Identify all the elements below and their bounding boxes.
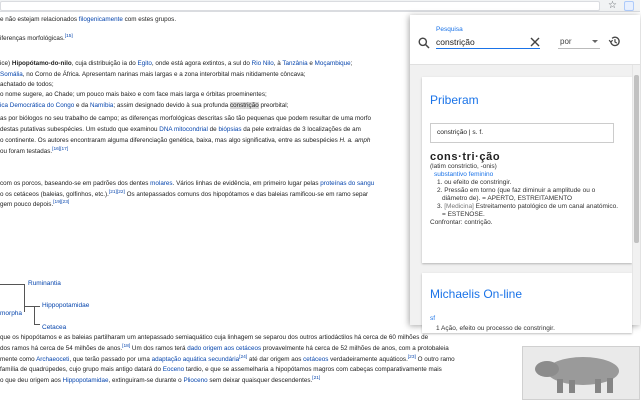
word-selector-value: constrição | s. f. [437,129,484,136]
tree-branch [34,306,35,324]
definition-1: 1. ou efeito de constringir. [437,179,512,186]
article-link[interactable]: Egito [137,60,152,67]
article-text-span: o nome sugere, ao Chade; um pouco mais baixo e com face mais larga e órbitas proeminentes; [0,91,267,98]
address-bar[interactable] [0,1,600,11]
article-line [0,102,288,110]
article-link[interactable]: proteínas do sangu [320,180,375,187]
word-category: substantivo feminino [434,171,494,178]
tree-label-hippopotamidae[interactable]: Hippopotamidae [42,302,90,309]
article-text-span: com estes grupos. [122,16,177,23]
article-text-span: , no Corno de África. Apresentam narinas mais largas e a zona interorbital mais nitidamente côncava; [22,71,306,78]
article-text-span: as por biólogos no seu trabalho de campo; as diferenças morfológicas descritas são tão pequenas que podem resultar de uma morfo [0,115,372,122]
reference-link[interactable]: [21] [312,375,321,381]
tree-branch [24,306,34,307]
article-text-span: o continente. Os autores encontraram alguma diferenciação genética, baixa, mas algo significativa, entre as subespécies [0,137,340,144]
priberam-entry [430,151,622,227]
results-panel[interactable] [410,65,632,332]
etymology: (latim constrictio, -onis) [430,163,497,170]
search-bar [410,15,640,65]
michaelis-definition: 1 Ação, efeito ou processo de constringir. [436,325,555,332]
headword: cons·tri·ção [430,151,501,163]
article-line [0,345,449,353]
article-line [0,35,73,43]
article-line [0,356,455,364]
article-text-span: , onde está agora extintos, a sul do [151,60,252,67]
article-text-span: tardio, e que se assemelharia a hipopótamos magros com cabeças comparativamente mais [184,366,442,373]
tree-branch [34,306,40,307]
definition-3 [430,203,622,219]
article-text-span: ice) [0,60,12,67]
dictionary-popup [410,15,640,332]
history-icon[interactable] [608,35,621,48]
language-select-value: por [560,37,572,46]
hippo-fossil-image[interactable] [522,346,640,400]
article-link[interactable]: Rio Nilo [251,60,274,67]
article-text-span: o que deu origem aos [0,377,63,384]
bookmark-star-icon[interactable]: ☆ [608,0,617,11]
article-text-span: e [307,60,315,67]
article-link[interactable]: Plioceno [183,377,208,384]
article-text-span: iferenças morfológicas. [0,35,65,42]
article-text-span: . Vários linhas de evidência, em primeiro lugar pelas [172,180,321,187]
tree-label-morpha[interactable]: morpha [0,310,23,317]
definition-3-text: Estreitamento patológico de um canal anatómico. = ESTENOSE. [442,203,619,218]
article-text-span: , extinguiram-se durante o [108,377,184,384]
article-text-span: o os cetáceos (baleias, golfinhos, etc.). [0,191,109,198]
article-line [0,60,352,68]
article-text-span: achatado de todos; [0,81,54,88]
article-line [0,148,68,156]
chevron-down-icon [592,40,598,43]
reference-link[interactable]: [23] [407,354,416,360]
article-link[interactable]: Eoceno [162,366,185,373]
clear-icon[interactable] [530,37,540,47]
article-text-span: , à [273,60,283,67]
article-link[interactable]: adaptação aquática secundária [151,356,240,363]
article-line [0,126,361,134]
article-text-span: Os antepassados comuns dos hipopótamos e das baleias ramificou-se em ramo separ [124,191,369,198]
browser-toolbar [0,0,640,12]
article-text-span: preorbital; [258,102,289,109]
tree-label-ruminantia[interactable]: Ruminantia [28,280,61,287]
article-line [0,81,54,89]
article-text-span: com os porcos, baseando-se em padrões dos dentes [0,180,151,187]
article-text-span: de [207,126,219,133]
search-label: Pesquisa [436,26,463,33]
article-text-span: que os hipopótamos e as baleias partilharam um antepassado semiaquático cuja linhagem se separou dos outros artiodáctilos há cerca de 60 milhões de [0,334,429,341]
article-text-span: destas putativas subespécies. Um estudo que examinou [0,126,160,133]
article-text-span: provavelmente há cerca de 52 milhões de anos, com a protobaleia [261,345,449,352]
article-text-span: até dar origem aos [247,356,304,363]
article-text-span: família de quadrúpedes, cujo grupo mais antigo datará do [0,366,163,373]
article-link[interactable]: filogenicamente [78,16,123,23]
article-text-span: e da [74,102,90,109]
article-text-span: Um dos ramos terá [130,345,188,352]
extension-icon[interactable] [624,1,634,11]
language-select[interactable] [558,35,600,49]
tree-label-cetacea[interactable]: Cetacea [42,324,67,331]
search-input[interactable] [436,35,540,49]
article-line [0,115,371,123]
article-line [0,137,370,145]
reference-link[interactable]: [21][22] [108,189,125,195]
article-link[interactable]: ica Democrática do Congo [0,102,75,109]
article-link[interactable]: Archaeoceti [36,356,70,363]
michaelis-title[interactable]: Michaelis On-line [430,287,523,301]
michaelis-card [422,273,632,333]
article-link[interactable]: Somália [0,71,23,78]
article-link[interactable]: molares [150,180,173,187]
article-text-span: , cuja distribuição ia do [71,60,138,67]
definition-3-tag: [Medicina] [444,203,474,210]
article-line [0,71,306,79]
priberam-title[interactable]: Priberam [430,93,479,107]
reference-link[interactable]: [24] [239,354,248,360]
article-text-span: ; assim designado devido à sua profunda [113,102,230,109]
article-text-span: gem pouco depois. [0,201,54,208]
article-line [0,366,442,374]
reference-link[interactable]: [15] [64,33,73,39]
article-link[interactable]: Moçambique [314,60,351,67]
article-link[interactable]: Hippopotamidae [62,377,109,384]
definition-3-number: 3. [437,203,443,210]
michaelis-category: sf [430,315,436,322]
article-text-span: sem deixar quaisquer descendentes. [207,377,313,384]
article-line [0,201,69,209]
article-text-span: e não estejam relacionados [0,16,79,23]
search-icon[interactable] [418,37,430,49]
article-line [0,191,368,199]
article-text-span: Hipopótamo-do-nilo [11,60,72,67]
article-text-span: O outro ramo [415,356,455,363]
article-text-span: dos ramos há cerca de 54 milhões de anos. [0,345,123,352]
word-selector[interactable] [430,123,614,143]
tree-branch [34,324,40,325]
reference-link[interactable]: [18] [122,343,131,349]
definition-2: 2. Pressão em torno (que faz diminuir a amplitude ou o diâmetro de). = APERTO, ESTREITAMENTO [437,187,596,202]
highlighted-word: constrição [230,102,259,109]
article-text-span: da pele extraídas de 3 localizações de am [241,126,361,133]
article-link[interactable]: DNA mitocondrial [159,126,208,133]
article-link[interactable]: Namíbia [89,102,114,109]
article-text-span: , que terão passado por uma [69,356,152,363]
tree-branch [0,284,24,285]
article-line [0,377,320,385]
confrontar: Confrontar: contrição. [430,219,493,226]
article-text-span: mente como [0,356,37,363]
article-line [0,16,176,24]
article-line [0,334,428,342]
animal-illustration-icon [523,347,641,401]
priberam-card [422,77,632,263]
article-line [0,91,267,99]
article-link[interactable]: Tanzânia [282,60,308,67]
scrollbar-thumb[interactable] [634,75,639,243]
article-text-span: verdadeiramente aquáticos. [328,356,408,363]
article-link[interactable]: cetáceos [303,356,329,363]
article-line [0,180,374,188]
article-text-span: ; [350,60,353,67]
article-link[interactable]: biópsias [218,126,242,133]
tree-branch [24,284,25,312]
reference-link[interactable]: [16][17] [52,146,69,152]
article-text-span: H. a. amph [339,137,371,144]
article-link[interactable]: dado origem aos cetáceos [187,345,262,352]
article-text-span: ou foram testadas. [0,148,53,155]
reference-link[interactable]: [19][23] [53,199,70,205]
